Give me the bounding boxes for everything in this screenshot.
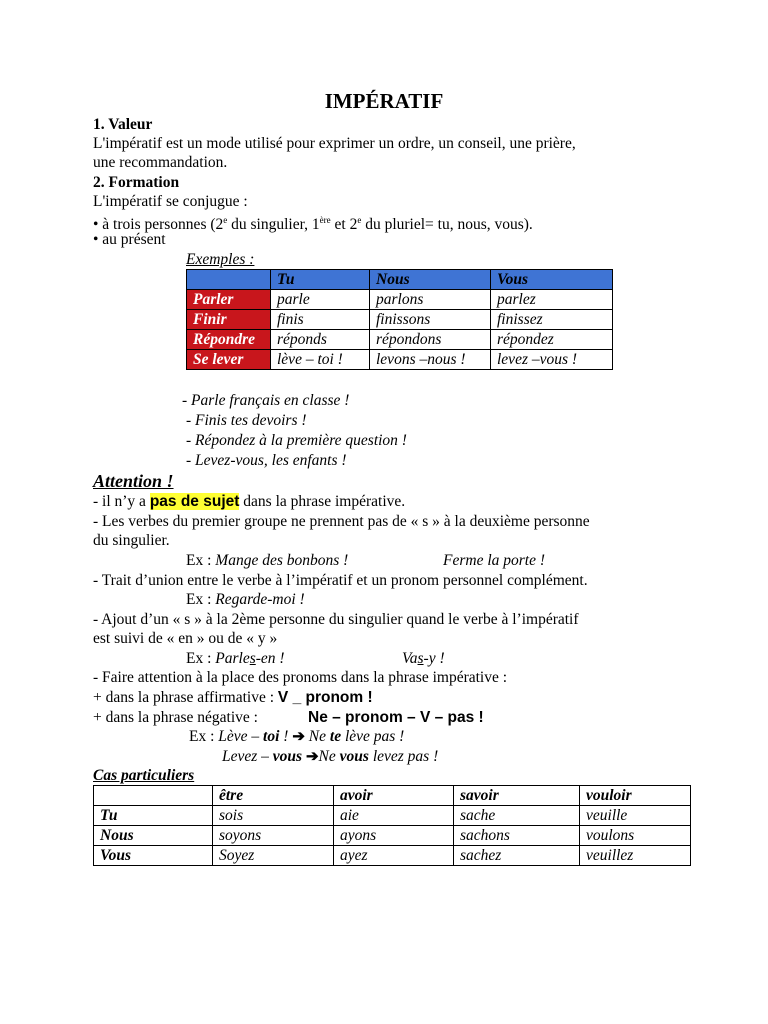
table-cell: réponds <box>271 330 370 350</box>
table-cell: finis <box>271 310 370 330</box>
section-valeur-heading: 1. Valeur <box>93 116 153 133</box>
bullet-text: • à trois personnes (2 <box>93 216 224 234</box>
example-text: Parle <box>215 650 250 667</box>
table-cell: parlons <box>370 290 491 310</box>
special-cases-table <box>93 785 691 866</box>
formation-intro: L'impératif se conjugue : <box>93 193 248 210</box>
table-cell: sois <box>213 806 334 826</box>
row-label-cell: Nous <box>94 826 213 846</box>
table-cell: lève – toi ! <box>271 350 370 370</box>
row-label-cell: Tu <box>94 806 213 826</box>
table-cell: finissez <box>491 310 613 330</box>
superscript: e <box>223 215 228 225</box>
underlined-letter: s <box>417 650 424 667</box>
table-cell: sachons <box>454 826 580 846</box>
table-cell: levons –nous ! <box>370 350 491 370</box>
table-cell: sache <box>454 806 580 826</box>
table-cell: parle <box>271 290 370 310</box>
text: + dans la phrase affirmative : <box>93 689 278 706</box>
text: dans la phrase impérative. <box>239 493 406 510</box>
table-header-row <box>187 270 613 290</box>
table-cell: ayons <box>334 826 454 846</box>
ex-prefix: Ex : <box>186 591 216 608</box>
table-header-cell: avoir <box>334 786 454 806</box>
table-header-row <box>94 786 691 806</box>
example-text: -y ! <box>423 650 445 667</box>
ex-prefix: Ex : <box>186 552 216 569</box>
right-arrow-icon: ➔ <box>292 729 305 745</box>
example-text: ! <box>279 728 289 745</box>
table-row <box>187 350 613 370</box>
example-phrase: - Finis tes devoirs ! <box>186 412 307 429</box>
example-phrase: - Levez-vous, les enfants ! <box>186 452 347 469</box>
conjugation-table <box>186 269 613 370</box>
attention-line: du singulier. <box>93 532 170 549</box>
table-header-cell <box>94 786 213 806</box>
table-row <box>94 846 691 866</box>
table-header-cell: Nous <box>370 270 491 290</box>
formation-bullet-present: • au présent <box>93 231 166 248</box>
table-cell: voulons <box>580 826 691 846</box>
highlighted-text: pas de sujet <box>149 493 240 510</box>
bold-pronoun: te <box>329 728 342 745</box>
text: - il n’y a <box>93 493 150 510</box>
formula: V _ pronom ! <box>277 689 373 706</box>
attention-line: - Les verbes du premier groupe ne prennent pas de « s » à la deuxième personne <box>93 513 590 530</box>
table-cell: veuillez <box>580 846 691 866</box>
table-header-cell: savoir <box>454 786 580 806</box>
example-text: Lève – <box>218 728 264 745</box>
example-text: -en ! <box>255 650 285 667</box>
example-text: Ne <box>304 728 330 745</box>
table-header-cell: être <box>213 786 334 806</box>
example-text: levez pas ! <box>368 748 439 765</box>
page-title: IMPÉRATIF <box>324 89 444 113</box>
example-text: lève pas ! <box>341 728 405 745</box>
underlined-letter: s <box>249 650 256 667</box>
bold-pronoun: vous <box>272 748 303 765</box>
attention-line-affirmative <box>93 688 373 707</box>
right-arrow-icon: ➔ <box>305 749 319 765</box>
example-text: Ferme la porte ! <box>443 552 546 569</box>
table-cell: répondons <box>370 330 491 350</box>
cas-particuliers-heading: Cas particuliers <box>93 767 195 784</box>
attention-heading: Attention ! <box>93 471 174 491</box>
table-row <box>187 310 613 330</box>
attention-line: - Faire attention à la place des pronoms dans la phrase impérative : <box>93 669 508 686</box>
example-text: Va <box>402 650 418 667</box>
table-header-cell <box>187 270 271 290</box>
row-label-cell: Répondre <box>187 330 271 350</box>
bullet-text: du singulier, 1 <box>227 216 320 234</box>
row-label-cell: Finir <box>187 310 271 330</box>
attention-line: - Ajout d’un « s » à la 2ème personne du singulier quand le verbe à l’impératif <box>93 611 579 628</box>
table-cell: soyons <box>213 826 334 846</box>
example-phrase: - Répondez à la première question ! <box>186 432 407 449</box>
example-line <box>186 551 348 570</box>
bullet-text: et 2 <box>330 216 358 234</box>
example-line <box>222 747 438 767</box>
section-formation-heading: 2. Formation <box>93 174 180 191</box>
table-row <box>94 806 691 826</box>
table-cell: parlez <box>491 290 613 310</box>
table-header-cell: Tu <box>271 270 370 290</box>
superscript: ère <box>319 215 331 225</box>
example-text <box>402 649 445 668</box>
superscript: e <box>357 215 362 225</box>
table-cell: répondez <box>491 330 613 350</box>
bullet-text: du pluriel= tu, nous, vous). <box>361 216 533 234</box>
attention-line: est suivi de « en » ou de « y » <box>93 630 278 647</box>
formula: Ne – pronom – V – pas ! <box>308 709 484 726</box>
table-cell: sachez <box>454 846 580 866</box>
bold-pronoun: toi <box>263 728 280 745</box>
valeur-text-line1: L'impératif est un mode utilisé pour exprimer un ordre, un conseil, une prière, <box>93 135 576 152</box>
table-row <box>187 330 613 350</box>
example-line <box>186 590 305 609</box>
example-text: Levez – <box>222 748 273 765</box>
table-row <box>187 290 613 310</box>
example-text: Mange des bonbons ! <box>215 552 349 569</box>
attention-line-sujet <box>93 492 405 511</box>
example-line <box>186 649 285 668</box>
table-cell: Soyez <box>213 846 334 866</box>
table-row <box>94 826 691 846</box>
example-text: Regarde-moi ! <box>215 591 305 608</box>
valeur-text-line2: une recommandation. <box>93 154 228 171</box>
example-text: Ne <box>318 748 340 765</box>
exemples-label: Exemples : <box>186 251 255 268</box>
ex-prefix: Ex : <box>186 650 216 667</box>
ex-prefix: Ex : <box>189 728 219 745</box>
row-label-cell: Parler <box>187 290 271 310</box>
row-label-cell: Vous <box>94 846 213 866</box>
example-phrase: - Parle français en classe ! <box>182 392 350 409</box>
table-cell: finissons <box>370 310 491 330</box>
table-cell: levez –vous ! <box>491 350 613 370</box>
row-label-cell: Se lever <box>187 350 271 370</box>
example-line <box>189 727 404 747</box>
table-cell: aie <box>334 806 454 826</box>
table-cell: veuille <box>580 806 691 826</box>
bold-pronoun: vous <box>339 748 369 765</box>
table-header-cell: vouloir <box>580 786 691 806</box>
attention-line: - Trait d’union entre le verbe à l’impératif et un pronom personnel complément. <box>93 572 588 589</box>
table-cell: ayez <box>334 846 454 866</box>
attention-line-negative: + dans la phrase négative : <box>93 709 258 726</box>
table-header-cell: Vous <box>491 270 613 290</box>
